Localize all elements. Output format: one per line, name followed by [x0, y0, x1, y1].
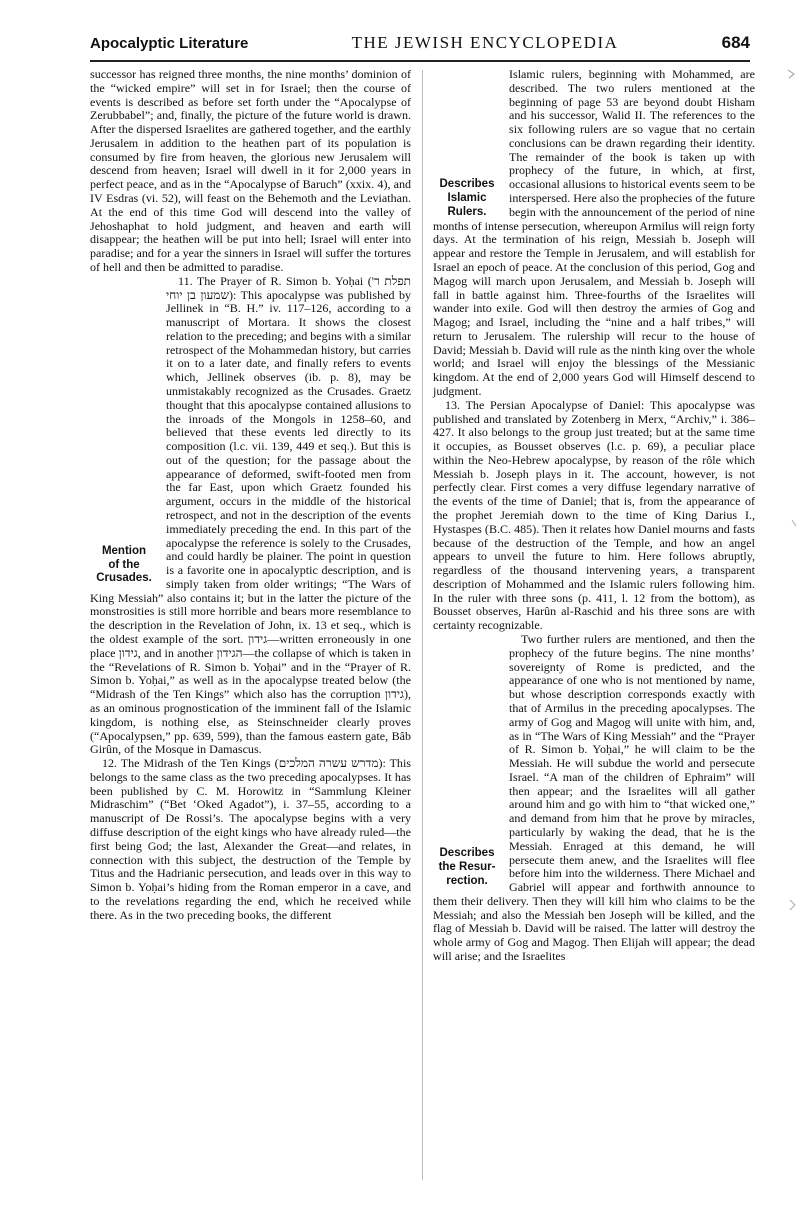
- paragraph-persian-apocalypse: 13. The Persian Apocalypse of Daniel: This apocalypse was published and translated by Zotenberg in Merx, “Archiv,” i. 386–427. It also belongs to the group just treated; but at the same time it occupies, as Bousset observes (l.c. p. 69), a peculiar place within the Neo-Hebrew apocalypse, by reason of the rôle which Messiah b. Joseph plays in it. The account, however, is not perfectly clear. First comes a very diffuse legendary narrative of the events of the time of Daniel; that is, from the appearance of the prophet Jeremiah down to the time of King Darius I., Hystaspes (B.C. 485). Then it relates how Daniel mourns and fasts because of the destruction of the Temple, and how an angel appears to unveil the future to him. Here follows abruptly, regardless of the thousand intervening years, a transparent description of Mohammed and the Islamic rulers following him. In the ruler with three sons (p. 411, l. 12 from the bottom), as Bousset observes, Harûn al-Raschid and his three sons are with certainty recognizable.: [433, 397, 755, 633]
- margin-edge-marks: [782, 0, 800, 1209]
- sidenote-line: rection.: [446, 874, 488, 887]
- sidenote-mention-crusades: [88, 545, 160, 586]
- sidenote-line: Islamic: [447, 191, 487, 204]
- publication-title: THE JEWISH ENCYCLOPEDIA: [351, 33, 619, 52]
- paragraph-midrash-ten-kings: 12. The Midrash of the Ten Kings (מדרש עשרה המלכים): This belongs to the same class as the two preceding apocalypses. It has been published by C. M. Horowitz in “Sammlung Kleiner Midraschim” (“Bet ‘Oked Agadot”), i. 37–55, according to a manuscript of De Rossi’s. The apocalypse begins with a very diffuse description of the eight kings who have already ruled—the first being God; the last, Alexander the Great—and relates, in connection with this subject, the destruction of the Temple by Titus and the Hadrianic persecution, and leads over in this way to Simon b. Yoḥai’s hiding from the Roman emperor in a cave, and to the revelations regarding the end, which he received while there. As in the two preceding books, the different: [90, 756, 411, 922]
- sidenote-line: Describes: [439, 178, 495, 190]
- sidenote-describes-resurrection: [431, 847, 503, 888]
- sidenote-line: the Resur-: [438, 860, 496, 873]
- paragraph: successor has reigned three months, the nine months’ dominion of the “wicked empire” will set in for Israel; then the course of events is described as before set forth under the “Apocalypse of Zerubbabel”; and, finally, the picture of the future world is drawn. After the dispersed Israelites are gathered together, and the earthly Jerusalem in addition to the heathen part of its population is consumed by fire from heaven, the glorious new Jerusalem will descend from heaven; Israel will dwell in it for 2,000 years in perfect peace, and as in the “Apocalypse of Baruch” (xxix. 4), and IV Esdras (vi. 52), will feast on the Behemoth and the Leviathan. At the end of this time God will descend into the valley of Jehoshaphat to hold judgment, and heaven and earth will disappear; the heathen will be put into hell; Israel will enter into paradise; and for a year the sinners in Israel will suffer the tortures of hell and then be admitted to paradise.: [90, 67, 411, 274]
- section-title: Apocalyptic Literature: [90, 35, 249, 52]
- sidenote-describes-islamic-rulers: [431, 178, 503, 219]
- paragraph: Two further rulers are mentioned, and then the prophecy of the future begins. The nine months’ sovereignty of Rome is predicted, and the appearance of one who is not mentioned by name, but whose description corresponds exactly with that of Armilus in the preceding apocalypses. The army of Gog and Magog will unite with him, and, as in “The Wars of King Messiah” and the “Prayer of R. Simon b. Yoḥai,” he will claim to be the Messiah. He will subdue the world and persecute Israel. “A man of the children of Ephraim” will then appear; and the Israelites will all gather around him and go with him to “that wicked one,” and demand from him that he prove by miracles, particularly by waking the dead, that he is the Messiah. Enraged at this demand, he will persecute them anew, and the Israelites will flee before him into the wilderness. There Michael and Gabriel will appear and forthwith announce to them their delivery. Then they will kill him who claims to be the Messiah; and also the Messiah ben Joseph will be killed, and the flag of Messiah b. David will be raised. The latter will destroy the whole army of Gog and Magog. Then Elijah will appear; the dead will arise; and the Israelites: [433, 632, 755, 963]
- left-column: [90, 68, 411, 922]
- page-number: 684: [721, 33, 750, 52]
- header-rule: [90, 60, 750, 62]
- column-divider: [422, 70, 423, 1180]
- sidenote-line: Rulers.: [447, 205, 487, 218]
- sidenote-line: of the: [108, 558, 140, 571]
- running-header: [90, 33, 750, 57]
- sidenote-line: Crusades.: [96, 572, 152, 585]
- paragraph: Islamic rulers, beginning with Mohammed, are described. The two rulers mentioned at the beginning of page 53 are beyond doubt Hisham and his successor, Walid II. The references to the six following rulers are so vague that no certain conclusions can be drawn regarding their identity. The remainder of the book is taken up with prophecy of the future, in which, at first, occasional allusions to historical events seem to be interspersed. Here also the prophecies of the future begin with the announcement of the period of nine months of intense persecution, whereupon Armilus will reign forty days. At the termination of his reign, Messiah b. Joseph will appear and restore the Temple in Jerusalem, and will establish for Israel an epoch of peace. At the conclusion of this period, Gog and Magog will march upon Jerusalem, and Messiah b. Joseph will fall in battle against him. Three-fourths of the Israelites will wander into exile. God will then destroy the armies of Gog and Magog; and Israel, including the “nine and a half tribes,” will return to Jerusalem. The rulership will recur to the house of David; Messiah b. David will rule as the ninth king over the whole world; and Israel will enjoy the blessings of the Messianic kingdom. At the end of 2,000 years God will Himself descend to judgment.: [433, 67, 755, 398]
- right-column: [433, 68, 755, 964]
- sidenote-line: Mention: [101, 544, 147, 557]
- paragraph-prayer-simon: 11. The Prayer of R. Simon b. Yoḥai (תפלת ר' שמעון בן יוחי): This apocalypse was published by Jellinek in “B. H.” iv. 117–126, according to a manuscript of Mortara. It shows the closest relation to the preceding; and begins with a similar retrospect of the Mohammedan history, but carries it on to a later date, and finally refers to events which, Jellinek observes (ib. p. 8), may be unmistakably recognized as the Crusades. Graetz thought that this apocalypse contained allusions to the inroads of the Mongols in 1258–60, and believed that these events led directly to its composition (l.c. vii. 139, 449 et seq.). But this is out of the question; for the passage about the appearance of deformed, swift-footed men from the far East, upon which Graetz founded his argument, occurs in the middle of the historical retrospect, and not in the description of the events immediately preceding the end. In this part of the apocalypse the reference is solely to the Crusades, and could hardly be plainer. The point in question is a favorite one in apocalyptic description, and is simply taken from older writings; “The Wars of King Messiah” also contains it; but in the latter the picture of the monstrosities is still more horrible and bears more resemblance to the description in the Revelation of John, ix. 13 et seq., which is the oldest example of the sort. גידון—written erroneously in one place גידון, and in another הגידון—the collapse of which is taken in the “Revelations of R. Simon b. Yoḥai” and in the “Prayer of R. Simon b. Yoḥai,” as well as in the apocalypse treated below (the “Midrash of the Ten Kings” which also has the corruption גידון), as an ominous prognostication of the imminent fall of the Islamic kingdom, is nothing else, as Steinschneider clearly proves (“Apocalypsen,” pp. 639, 599), than the famous eastern gate, Bâb Girûn, of the Mosque in Damascus.: [90, 273, 412, 757]
- sidenote-line: Describes: [439, 847, 495, 860]
